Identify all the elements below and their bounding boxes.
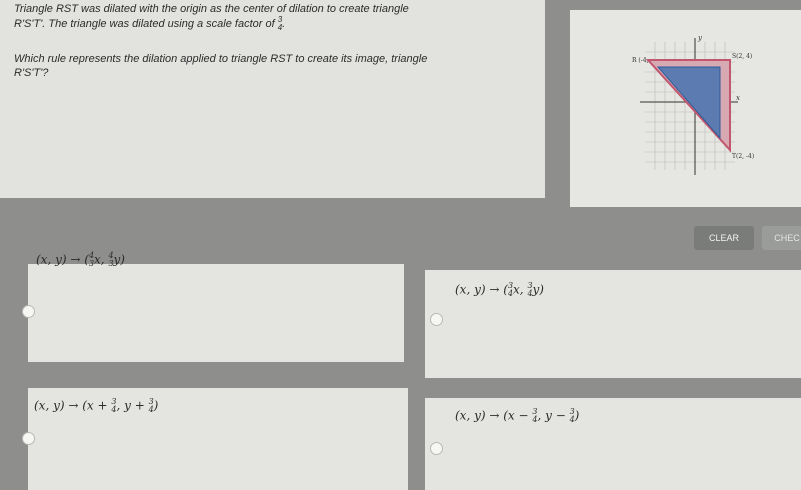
radio-choice-a[interactable] xyxy=(22,305,35,318)
radio-choice-b[interactable] xyxy=(430,313,443,326)
choice-b-rule: (x, y) → (3 4x, 3 4y) xyxy=(455,281,544,298)
question-text: Triangle RST was dilated with the origin as the center of dilation to create triangle R'S'T'. The triangle was dilated using a scale factor of 3 4. xyxy=(14,3,409,32)
question-line-3: Which rule represents the dilation applied to triangle RST to create its image, triangle xyxy=(14,53,428,65)
question-line-2: R'S'T'. The triangle was dilated using a scale factor of xyxy=(14,17,275,30)
answer-choice-d[interactable] xyxy=(425,398,801,490)
question-line-4: R'S'T'? xyxy=(14,67,49,79)
graph-panel xyxy=(570,10,801,207)
question-panel xyxy=(0,0,545,198)
question-line-1: Triangle RST was dilated with the origin as the center of dilation to create triangle xyxy=(14,3,409,15)
label-r: R (-4, xyxy=(632,57,649,64)
check-button[interactable]: CHEC xyxy=(762,226,801,250)
label-t: T(2, -4) xyxy=(732,153,755,160)
answer-choice-c[interactable] xyxy=(28,388,408,490)
answer-choice-a[interactable] xyxy=(28,251,404,362)
question-prompt xyxy=(14,52,534,80)
choice-a-rule: (x, y) → (4 3x, 4 3y) xyxy=(36,251,125,268)
label-s: S(2, 4) xyxy=(732,53,753,60)
coordinate-graph xyxy=(570,10,801,207)
choice-c-rule: (x, y) → (x + 3 4, y + 3 4) xyxy=(34,397,159,414)
radio-choice-c[interactable] xyxy=(22,432,35,445)
scale-factor: 3 4 xyxy=(277,15,283,32)
radio-choice-d[interactable] xyxy=(430,442,443,455)
label-y-axis: y xyxy=(698,34,702,42)
label-x-axis: x xyxy=(736,94,740,102)
choice-d-rule: (x, y) → (x − 3 4, y − 3 4) xyxy=(455,407,580,424)
answer-choice-b[interactable] xyxy=(425,270,801,378)
clear-button[interactable]: CLEAR xyxy=(694,226,754,250)
